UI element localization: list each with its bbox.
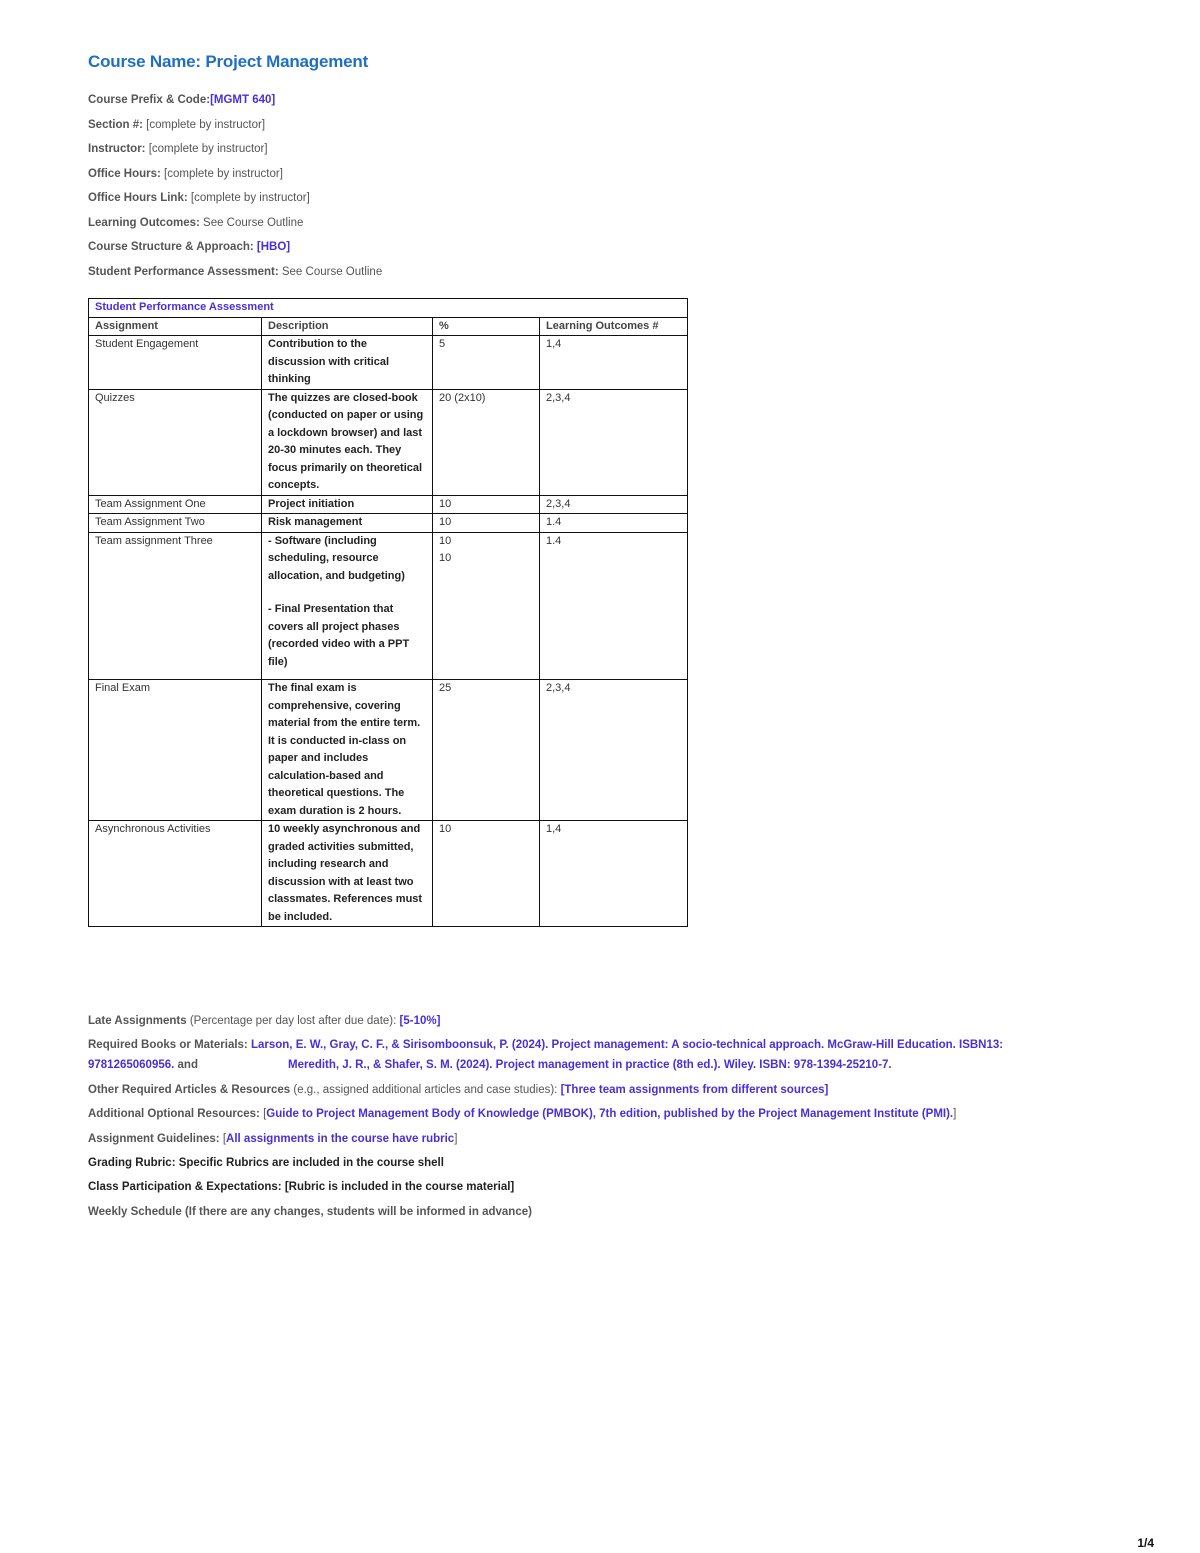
other-resources: [88, 1082, 1088, 1099]
outcomes-cell: 2,3,4: [540, 680, 688, 821]
policy-text: ]: [953, 1108, 957, 1121]
optional-resources: [88, 1106, 1088, 1123]
policy-label: Late Assignments: [88, 1015, 187, 1027]
percent-cell: 20 (2x10): [433, 389, 540, 495]
policy-value: Specific Rubrics are included in the course shell: [175, 1156, 444, 1169]
description-cell: 10 weekly asynchronous and graded activities submitted, including research and discussion with at least two classmates. References must be included.: [262, 821, 433, 927]
meta-row-structure: [88, 239, 382, 264]
description-cell: Risk management: [262, 514, 433, 533]
meta-row-instructor: [88, 141, 382, 166]
class-participation: [88, 1179, 1088, 1196]
column-header: %: [433, 317, 540, 336]
page-title: Course Name: Project Management: [88, 52, 369, 71]
outcomes-cell: 1,4: [540, 336, 688, 390]
description-part: - Software (including scheduling, resource allocation, and budgeting): [268, 534, 405, 582]
policy-text: [: [219, 1132, 227, 1145]
assignment-guidelines: [88, 1131, 1088, 1148]
meta-value: [HBO]: [253, 241, 291, 253]
policy-value: [5-10%]: [399, 1015, 441, 1027]
policy-value: Guide to Project Management Body of Knowledge (PMBOK), 7th edition, published by the Project Management Institute (PMI).: [266, 1108, 954, 1121]
table-row: [89, 389, 688, 495]
grading-rubric: [88, 1155, 1088, 1172]
book-reference: Meredith, J. R., & Shafer, S. M. (2024). Project management in practice (8th ed.). Wiley. ISBN: 978-1394-25210-7.: [287, 1059, 892, 1072]
percent-cell: 5: [433, 336, 540, 390]
description-cell: The final exam is comprehensive, covering material from the entire term. It is conducted in-class on paper and includes calculation-based and theoretical questions. The exam duration is 2 hours.: [262, 680, 433, 821]
meta-row-office-hours: [88, 166, 382, 191]
policy-label: Other Required Articles & Resources: [88, 1083, 291, 1096]
meta-value: See Course Outline: [199, 216, 304, 229]
description-cell: Contribution to the discussion with critical thinking: [262, 336, 433, 390]
meta-row-assessment: [88, 264, 382, 289]
meta-row-section: [88, 117, 382, 142]
assignment-cell: Student Engagement: [89, 336, 262, 390]
column-header: Learning Outcomes #: [540, 317, 688, 336]
meta-label: Course Structure & Approach:: [88, 241, 254, 253]
outcomes-cell: 2,3,4: [540, 389, 688, 495]
table-caption: Student Performance Assessment: [89, 299, 688, 318]
assignment-cell: Quizzes: [89, 389, 262, 495]
column-header: Description: [262, 317, 433, 336]
table-row: [89, 495, 688, 514]
percent-cell: 10: [433, 495, 540, 514]
meta-label: Instructor:: [88, 143, 146, 155]
percent-cell: [433, 532, 540, 680]
policy-text: ]: [454, 1132, 458, 1145]
meta-value: [complete by instructor]: [160, 167, 283, 180]
conjunction: and: [174, 1059, 198, 1072]
book-reference: Larson, E. W., Gray, C. F., & Sirisomboonsuk, P. (2024). Project management: A socio-technical approach. McGraw-Hill Education. ISBN13:: [247, 1039, 1004, 1052]
table-row: [89, 821, 688, 927]
policy-label: Weekly Schedule: [88, 1205, 182, 1218]
assignment-cell: Team Assignment Two: [89, 514, 262, 533]
meta-value: [complete by instructor]: [142, 118, 266, 131]
percent-cell: 10: [433, 821, 540, 927]
table-row: [89, 680, 688, 821]
meta-value: [complete by instructor]: [145, 143, 268, 155]
outcomes-cell: 1,4: [540, 821, 688, 927]
course-meta: [88, 92, 382, 288]
page-number: 1/4: [1137, 1536, 1154, 1550]
percent-cell: 25: [433, 680, 540, 821]
assignment-cell: Final Exam: [89, 680, 262, 821]
percent-cell: 10: [433, 514, 540, 533]
policy-label: Additional Optional Resources:: [88, 1108, 260, 1121]
meta-row-prefix: [88, 92, 382, 117]
meta-label: Student Performance Assessment:: [88, 265, 279, 278]
policy-value: All assignments in the course have rubric: [226, 1132, 455, 1145]
meta-value: [complete by instructor]: [187, 192, 310, 204]
percent-part: 10: [439, 534, 452, 547]
outcomes-cell: 1.4: [540, 532, 688, 680]
description-cell: The quizzes are closed-book (conducted on paper or using a lockdown browser) and last 20-30 minutes each. They focus primarily on theoretical concepts.: [262, 389, 433, 495]
policy-value: [Rubric is included in the course material]: [281, 1181, 515, 1194]
table-row: [89, 514, 688, 533]
required-books: [88, 1037, 1088, 1054]
meta-row-office-hours-link: [88, 190, 382, 215]
late-assignments: [88, 1013, 1088, 1030]
meta-label: Learning Outcomes:: [88, 216, 200, 229]
weekly-schedule: [88, 1204, 1088, 1221]
meta-label: Office Hours:: [88, 167, 161, 180]
table-header-row: [89, 317, 688, 336]
meta-label: Course Prefix & Code:: [88, 94, 211, 106]
table-row: [89, 336, 688, 390]
assignment-cell: Team assignment Three: [89, 532, 262, 680]
assignment-cell: Asynchronous Activities: [89, 821, 262, 927]
column-header: Assignment: [89, 317, 262, 336]
table-caption-row: [89, 299, 688, 318]
policy-label: Grading Rubric:: [88, 1156, 176, 1169]
book-isbn: 9781265060956.: [88, 1059, 175, 1072]
meta-value: [MGMT 640]: [210, 94, 276, 106]
meta-row-learning-outcomes: [88, 215, 382, 240]
required-books-cont: [88, 1057, 1088, 1074]
meta-label: Section #:: [88, 118, 143, 131]
policy-text: (e.g., assigned additional articles and case studies):: [290, 1083, 561, 1096]
percent-part: 10: [439, 552, 452, 564]
course-policies: [88, 1013, 1088, 1228]
outcomes-cell: 2,3,4: [540, 495, 688, 514]
policy-label: Class Participation & Expectations:: [88, 1181, 282, 1194]
policy-value: [Three team assignments from different sources]: [560, 1083, 829, 1096]
meta-label: Office Hours Link:: [88, 192, 188, 204]
description-part: - Final Presentation that covers all project phases (recorded video with a PPT file): [268, 603, 410, 668]
policy-value: (If there are any changes, students will be informed in advance): [181, 1205, 532, 1218]
outcomes-cell: 1.4: [540, 514, 688, 533]
policy-label: Assignment Guidelines:: [88, 1132, 220, 1145]
policy-label: Required Books or Materials:: [88, 1039, 248, 1052]
policy-text: (Percentage per day lost after due date):: [186, 1015, 400, 1027]
description-cell: [262, 532, 433, 680]
assignment-cell: Team Assignment One: [89, 495, 262, 514]
description-cell: Project initiation: [262, 495, 433, 514]
assessment-table: [88, 298, 688, 927]
meta-value: See Course Outline: [278, 265, 383, 278]
policy-text: [: [259, 1108, 267, 1121]
table-row: [89, 532, 688, 680]
